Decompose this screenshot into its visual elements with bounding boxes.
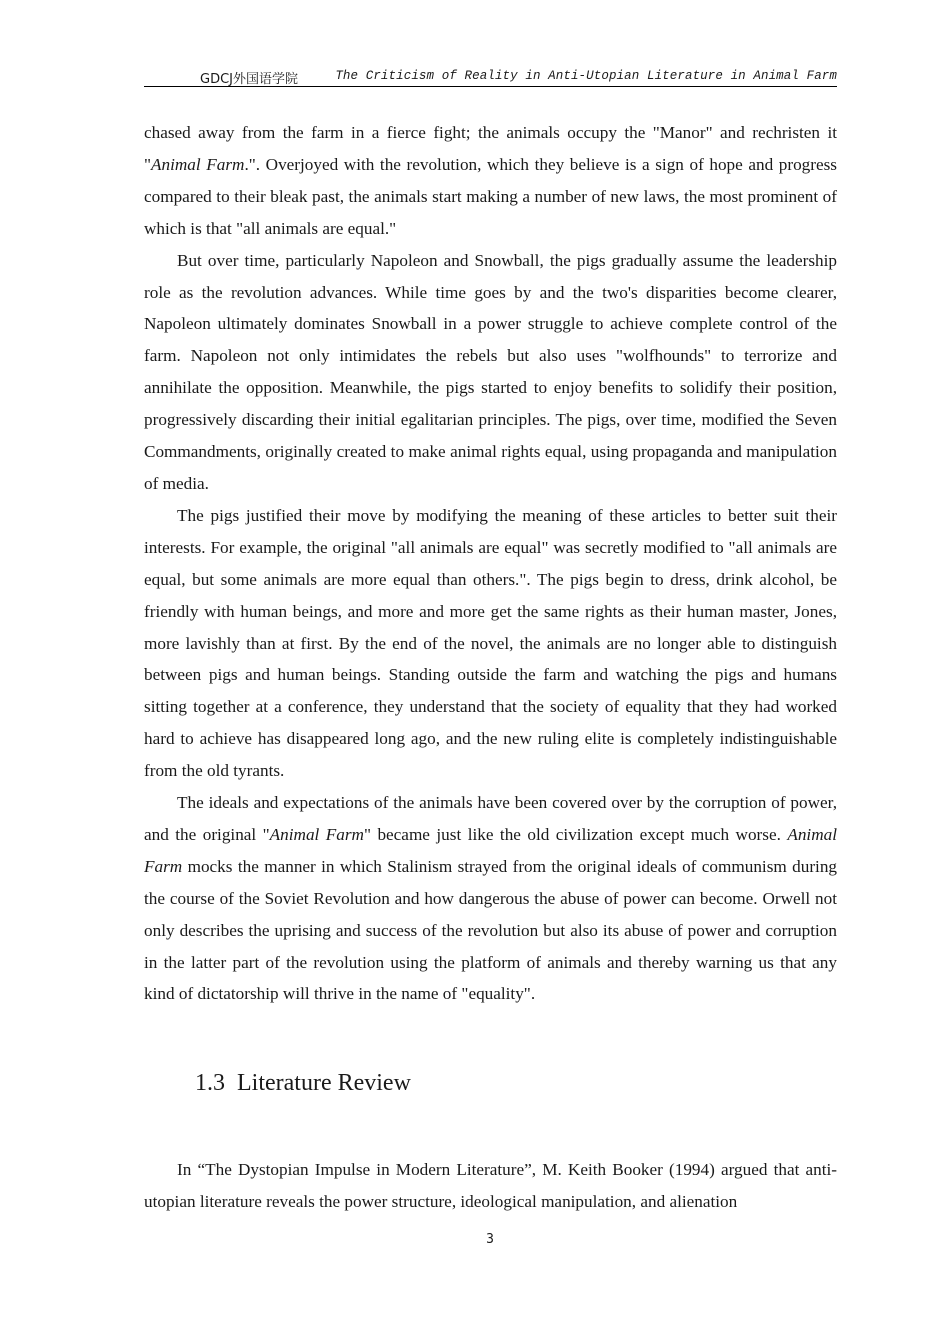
body-text	[144, 117, 837, 1010]
paragraph-1-text-c: .". Overjoyed with the revolution, which they believe is a sign of hope and progress compared to their bleak past, the animals start making a number of new laws, the most prominent of which is that "all animals are equal."	[144, 154, 837, 238]
paragraph-4-italic-title-2: Animal Farm	[144, 824, 837, 876]
literature-review-text	[144, 1154, 837, 1218]
running-header	[144, 66, 837, 87]
section-title: Literature Review	[237, 1070, 411, 1096]
paragraph-4-text-c: " became just like the old civilization except much worse.	[363, 824, 788, 844]
paragraph-3: The pigs justified their move by modifying the meaning of these articles to better suit their interests. For example, the original "all animals are equal" was secretly modified to "all animals are equal, but some animals are more equal than others.". The pigs begin to dress, drink alcohol, be friendly with human beings, and more and more get the same rights as their human master, Jones, more lavishly than at first. By the end of the novel, the animals are no longer able to distinguish between pigs and human beings. Standing outside the farm and watching the pigs and humans sitting together at a conference, they understand that the society of equality that they had worked hard to achieve has disappeared long ago, and the new ruling elite is completely indistinguishable from the old tyrants.	[144, 505, 837, 781]
paragraph-4-text-e: mocks the manner in which Stalinism strayed from the original ideals of communism during the course of the Soviet Revolution and how dangerous the abuse of power can become. Orwell not only describes the uprising and success of the revolution but also its abuse of power and corruption in the latter part of the revolution using the platform of animals and thereby warning us that any kind of dictatorship will thrive in the name of "equality".	[144, 856, 838, 1004]
paragraph-4	[144, 787, 837, 1010]
paragraph-1	[144, 117, 837, 245]
paragraph-4-text-a: The ideals and expectations of the animals have been covered over by the corruption of power, and the original "	[144, 793, 837, 844]
header-institution: GDCJ外国语学院	[200, 72, 298, 87]
section-number: 1.3	[195, 1070, 225, 1096]
section-heading	[195, 1070, 411, 1097]
page-number: 3	[486, 1232, 494, 1247]
header-title: The Criticism of Reality in Anti-Utopian Literature in Animal Farm	[335, 69, 837, 83]
paragraph-1-italic-title: Animal Farm	[151, 154, 245, 174]
paragraph-1-text-a: chased away from the farm in a fierce fight; the animals occupy the "Manor" and rechristen it "	[144, 123, 837, 174]
literature-review-paragraph-1: In “The Dystopian Impulse in Modern Literature”, M. Keith Booker (1994) argued that anti-utopian literature reveals the power structure, ideological manipulation, and alienation	[144, 1160, 837, 1211]
paragraph-2: But over time, particularly Napoleon and Snowball, the pigs gradually assume the leadership role as the revolution advances. While time goes by and the two's disparities become clearer, Napoleon ultimately dominates Snowball in a power struggle to achieve complete control of the farm. Napoleon not only intimidates the rebels but also uses "wolfhounds" to terrorize and annihilate the opposition. Meanwhile, the pigs started to enjoy benefits to solidify their position, progressively discarding their initial egalitarian principles. The pigs, over time, modified the Seven Commandments, originally created to make animal rights equal, using propaganda and manipulation of media.	[144, 250, 837, 493]
paragraph-4-italic-title-1: Animal Farm	[269, 824, 364, 844]
